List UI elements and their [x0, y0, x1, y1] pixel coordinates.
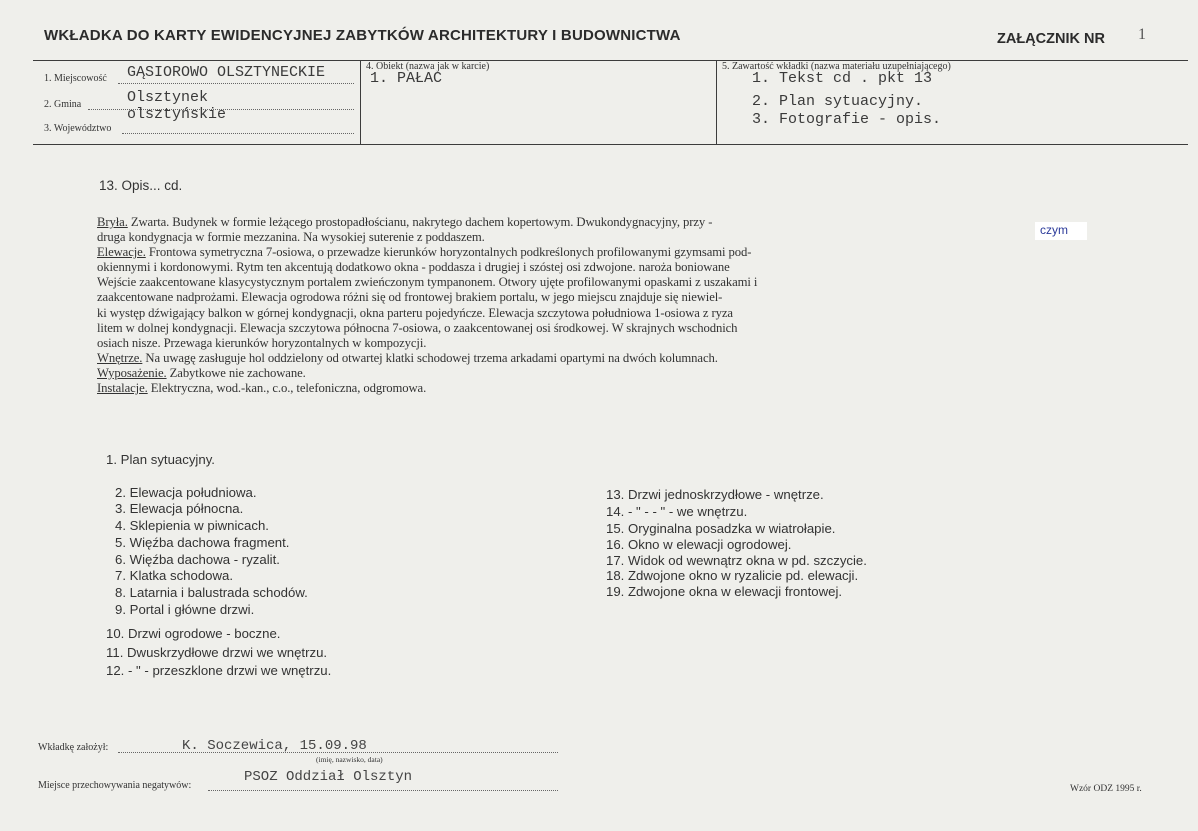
gmina-label: 2. Gmina [44, 99, 82, 110]
wojewodztwo-value: olsztyńskie [127, 106, 227, 123]
line-text: zaakcentowane nadprożami. Elewacja ogrodowa różni się od frontowej brakiem portalu, w jego miejscu znajduje się niewiel- [97, 290, 723, 305]
photo-item: 9. Portal i główne drzwi. [115, 602, 255, 617]
wojewodztwo-line [122, 133, 354, 134]
photo-item: 5. Więźba dachowa fragment. [115, 535, 290, 550]
miejscowosc-line [118, 83, 354, 84]
photo-item: 12. - " - przeszklone drzwi we wnętrzu. [106, 663, 332, 678]
created-label: Wkładkę założył: [38, 742, 109, 753]
line-lead: Elewacje. [97, 245, 146, 260]
description-line [97, 215, 757, 230]
photo-item: 18. Zdwojone okno w ryzalicie pd. elewacji. [606, 568, 859, 583]
description-line [97, 336, 757, 351]
photo-item: 19. Zdwojone okna w elewacji frontowej. [606, 584, 843, 599]
description-line [97, 381, 757, 396]
storage-line [208, 790, 558, 791]
created-note: (imię, nazwisko, data) [316, 755, 383, 764]
description-line [97, 351, 757, 366]
photo-item: 15. Oryginalna posadzka w wiatrołapie. [606, 521, 836, 536]
description-line [97, 366, 757, 381]
photo-item: 16. Okno w elewacji ogrodowej. [606, 537, 792, 552]
line-text: Zwarta. Budynek w formie leżącego prostopadłościanu, nakrytego dachem kopertowym. Dwukondygnacyjny, przy - [127, 215, 713, 229]
wojewodztwo-label: 3. Województwo [44, 123, 112, 134]
description-line [97, 230, 757, 245]
line-lead: Wyposażenie. [97, 365, 167, 380]
annex-label: ZAŁĄCZNIK NR [997, 31, 1105, 47]
photo-item: 17. Widok od wewnątrz okna w pd. szczycie. [606, 553, 867, 568]
line-text: osiach nisze. Przewaga kierunków horyzontalnych w kompozycji. [97, 335, 427, 350]
model-note: Wzór ODZ 1995 r. [1070, 784, 1142, 794]
line-lead: Wnętrze. [97, 350, 143, 365]
line-text: litem w dolnej kondygnacji. Elewacja szczytowa północna 7-osiowa, o zaakcentowanej osi środkowej. W skrajnych wschodnich [97, 320, 738, 335]
form-title: WKŁADKA DO KARTY EWIDENCYJNEJ ZABYTKÓW ARCHITEKTURY I BUDOWNICTWA [44, 27, 681, 44]
obiekt-note: (nazwa jak w karcie) [405, 61, 490, 72]
zawartosc-item: 2. Plan sytuacyjny. [752, 93, 924, 110]
zawartosc-item: 3. Fotografie - opis. [752, 111, 942, 128]
zawartosc-label-text: 5. Zawartość wkładki [722, 61, 809, 72]
zawartosc-item: 1. Tekst cd . pkt 13 [752, 70, 933, 87]
description-line [97, 275, 757, 290]
line-text: Na uwagę zasługuje hol oddzielony od otwartej klatki schodowej trzema arkadami opartymi na dwóch kolumnach. [142, 350, 718, 365]
photo-item: 14. - " - - " - we wnętrzu. [606, 504, 748, 519]
description-heading: 13. Opis... cd. [99, 178, 183, 193]
obiekt-value: 1. PAŁAC [370, 70, 443, 87]
miejscowosc-value: GĄSIOROWO OLSZTYNECKIE [127, 64, 326, 81]
obiekt-label-text: 4. Obiekt [366, 61, 404, 72]
storage-value: PSOZ Oddział Olsztyn [244, 769, 413, 785]
miejscowosc-label: 1. Miejscowość [44, 73, 107, 84]
line-text: druga kondygnacja w formie mezzanina. Na wysokiej suterenie z poddaszem. [97, 230, 485, 245]
photo-item: 4. Sklepienia w piwnicach. [115, 518, 269, 533]
photo-item: 10. Drzwi ogrodowe - boczne. [106, 626, 281, 641]
line-text: Frontowa symetryczna 7-osiowa, o przewadze kierunków horyzontalnych podkreślonych profilowanymi gzymsami pod- [145, 245, 752, 260]
photo-item: 7. Klatka schodowa. [115, 568, 234, 583]
description-line [97, 245, 757, 260]
header-bottom-rule [33, 144, 1188, 145]
header-divider-2 [716, 60, 717, 144]
line-text: okiennymi i kordonowymi. Rytm ten akcentują dodatkowo okna - poddasza i drugiej i szóstej osi zdwojone. naroża boniowane [97, 260, 730, 275]
created-value: K. Soczewica, 15.09.98 [182, 738, 367, 754]
header-top-rule [33, 60, 1188, 61]
description-body [97, 215, 757, 396]
description-line [97, 290, 757, 305]
line-text: Elektryczna, wod.-kan., c.o., telefoniczna, odgromowa. [147, 381, 427, 396]
plan-item: 1. Plan sytuacyjny. [106, 452, 215, 467]
annex-number: 1 [1138, 26, 1146, 43]
description-line [97, 306, 757, 321]
photo-item: 3. Elewacja północna. [115, 501, 244, 516]
line-text: Zabytkowe nie zachowane. [166, 365, 306, 380]
photo-item: 11. Dwuskrzydłowe drzwi we wnętrzu. [106, 645, 328, 660]
line-text: Wejście zaakcentowane klasycystycznym portalem zwieńczonym tympanonem. Otwory ujęte profilowanymi opaskami z uszakami i [97, 275, 758, 290]
line-text: ki występ dźwigający balkon w górnej kondygnacji, okna parteru pojedyńcze. Elewacja szczytowa południowa 1-osiowa z ryza [97, 305, 733, 320]
header-divider-1 [360, 60, 361, 144]
photo-item: 2. Elewacja południowa. [115, 485, 257, 500]
description-line [97, 321, 757, 336]
description-line [97, 260, 757, 275]
gmina-value: Olsztynek [127, 89, 209, 106]
photo-item: 8. Latarnia i balustrada schodów. [115, 585, 308, 600]
correction-stamp-text: czym [1040, 223, 1068, 237]
storage-label: Miejsce przechowywania negatywów: [38, 780, 192, 791]
photo-item: 13. Drzwi jednoskrzydłowe - wnętrze. [606, 487, 824, 502]
photo-item: 6. Więźba dachowa - ryzalit. [115, 552, 280, 567]
zawartosc-note: (nazwa materiału uzupełniającego) [810, 61, 951, 72]
line-lead: Instalacje. [97, 381, 148, 396]
line-lead: Bryła. [97, 215, 128, 229]
